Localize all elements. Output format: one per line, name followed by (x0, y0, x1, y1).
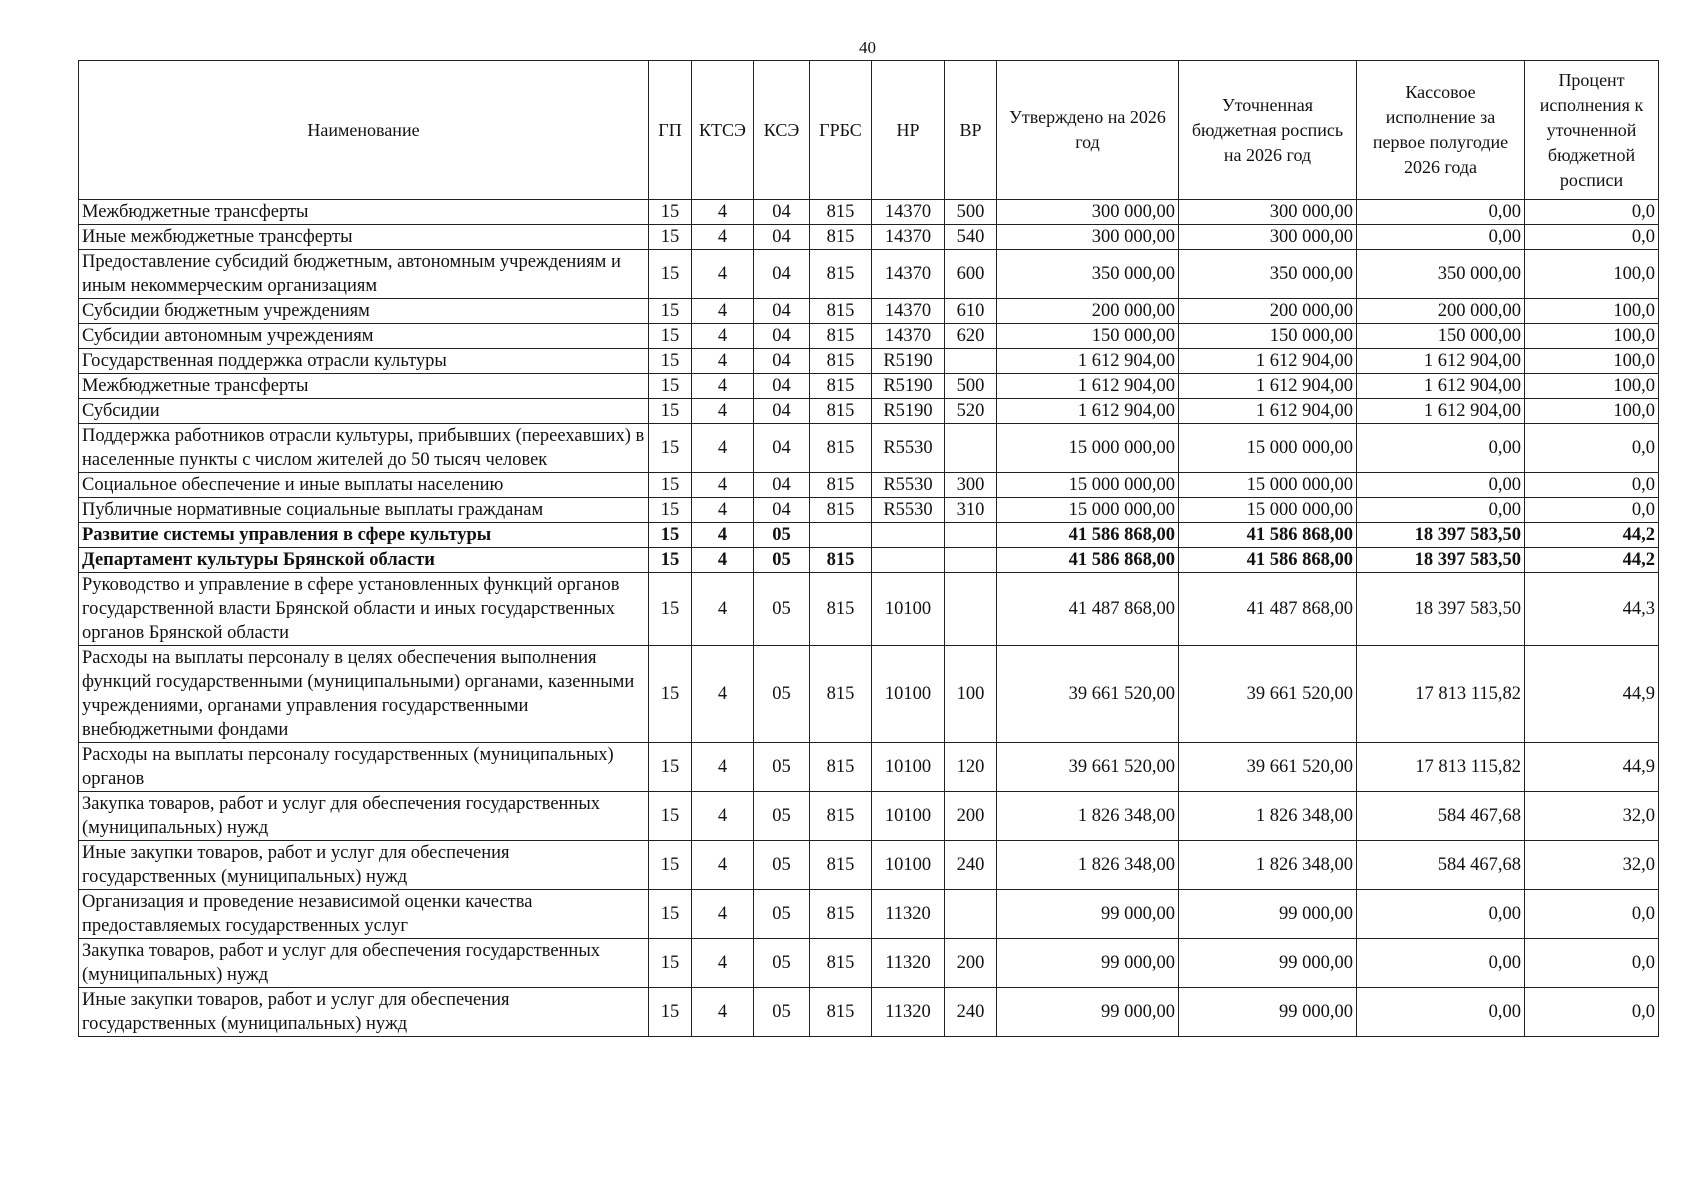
cell-approved: 150 000,00 (997, 324, 1179, 349)
cell-refined: 1 826 348,00 (1179, 841, 1357, 890)
header-name: Наименование (79, 61, 649, 200)
cell-vr: 500 (945, 374, 997, 399)
cell-np: 10100 (872, 743, 945, 792)
cell-np: 10100 (872, 841, 945, 890)
cell-gp: 15 (649, 939, 692, 988)
cell-refined: 15 000 000,00 (1179, 498, 1357, 523)
cell-refined: 1 826 348,00 (1179, 792, 1357, 841)
cell-kse: 05 (754, 743, 810, 792)
cell-name: Расходы на выплаты персоналу в целях обеспечения выполнения функций государственными (муниципальными) органами, казенными учреждениями, органами управления государственными внебюджетными фондами (79, 646, 649, 743)
cell-gp: 15 (649, 523, 692, 548)
cell-np: 14370 (872, 225, 945, 250)
table-row (79, 374, 1659, 399)
cell-refined: 150 000,00 (1179, 324, 1357, 349)
cell-percent: 0,0 (1525, 473, 1659, 498)
cell-percent: 100,0 (1525, 399, 1659, 424)
cell-gp: 15 (649, 573, 692, 646)
cell-gp: 15 (649, 841, 692, 890)
cell-ktse: 4 (692, 324, 754, 349)
cell-percent: 0,0 (1525, 939, 1659, 988)
cell-approved: 200 000,00 (997, 299, 1179, 324)
cell-kse: 04 (754, 200, 810, 225)
cell-refined: 300 000,00 (1179, 200, 1357, 225)
cell-vr (945, 424, 997, 473)
cell-refined: 1 612 904,00 (1179, 399, 1357, 424)
cell-grbs: 815 (810, 324, 872, 349)
cell-cash: 1 612 904,00 (1357, 399, 1525, 424)
cell-np: 11320 (872, 939, 945, 988)
cell-percent: 44,9 (1525, 646, 1659, 743)
cell-ktse: 4 (692, 299, 754, 324)
cell-kse: 04 (754, 399, 810, 424)
cell-name: Предоставление субсидий бюджетным, автономным учреждениям и иным некоммерческим организациям (79, 250, 649, 299)
cell-ktse: 4 (692, 646, 754, 743)
cell-name: Субсидии автономным учреждениям (79, 324, 649, 349)
table-row (79, 399, 1659, 424)
cell-gp: 15 (649, 250, 692, 299)
header-percent: Процент исполнения к уточненной бюджетной росписи (1525, 61, 1659, 200)
header-kse: КСЭ (754, 61, 810, 200)
cell-name: Межбюджетные трансферты (79, 200, 649, 225)
cell-cash: 18 397 583,50 (1357, 573, 1525, 646)
cell-gp: 15 (649, 743, 692, 792)
cell-np: 11320 (872, 988, 945, 1037)
cell-grbs: 815 (810, 573, 872, 646)
header-cash: Кассовое исполнение за первое полугодие 2026 года (1357, 61, 1525, 200)
cell-grbs: 815 (810, 225, 872, 250)
cell-gp: 15 (649, 374, 692, 399)
cell-refined: 99 000,00 (1179, 890, 1357, 939)
cell-vr: 520 (945, 399, 997, 424)
cell-percent: 100,0 (1525, 349, 1659, 374)
cell-np: 10100 (872, 573, 945, 646)
cell-gp: 15 (649, 890, 692, 939)
cell-name: Закупка товаров, работ и услуг для обеспечения государственных (муниципальных) нужд (79, 792, 649, 841)
cell-gp: 15 (649, 225, 692, 250)
cell-cash: 0,00 (1357, 473, 1525, 498)
cell-kse: 04 (754, 498, 810, 523)
cell-approved: 1 612 904,00 (997, 374, 1179, 399)
cell-cash: 18 397 583,50 (1357, 523, 1525, 548)
cell-approved: 39 661 520,00 (997, 646, 1179, 743)
cell-ktse: 4 (692, 374, 754, 399)
cell-percent: 0,0 (1525, 225, 1659, 250)
cell-percent: 100,0 (1525, 250, 1659, 299)
cell-kse: 05 (754, 890, 810, 939)
table-row (79, 573, 1659, 646)
cell-name: Межбюджетные трансферты (79, 374, 649, 399)
cell-ktse: 4 (692, 523, 754, 548)
cell-np: R5190 (872, 374, 945, 399)
cell-grbs: 815 (810, 890, 872, 939)
table-row (79, 299, 1659, 324)
cell-gp: 15 (649, 792, 692, 841)
cell-percent: 100,0 (1525, 324, 1659, 349)
cell-refined: 39 661 520,00 (1179, 743, 1357, 792)
cell-vr (945, 573, 997, 646)
cell-grbs: 815 (810, 200, 872, 225)
cell-ktse: 4 (692, 498, 754, 523)
table-row (79, 324, 1659, 349)
cell-refined: 200 000,00 (1179, 299, 1357, 324)
cell-vr: 310 (945, 498, 997, 523)
header-approved: Утверждено на 2026 год (997, 61, 1179, 200)
cell-cash: 1 612 904,00 (1357, 349, 1525, 374)
header-gp: ГП (649, 61, 692, 200)
cell-np (872, 548, 945, 573)
cell-grbs (810, 523, 872, 548)
cell-name: Департамент культуры Брянской области (79, 548, 649, 573)
cell-refined: 350 000,00 (1179, 250, 1357, 299)
cell-ktse: 4 (692, 792, 754, 841)
cell-np: 14370 (872, 200, 945, 225)
table-row (79, 939, 1659, 988)
table-row (79, 841, 1659, 890)
cell-vr: 620 (945, 324, 997, 349)
cell-ktse: 4 (692, 424, 754, 473)
header-vr: ВР (945, 61, 997, 200)
cell-approved: 15 000 000,00 (997, 473, 1179, 498)
cell-refined: 300 000,00 (1179, 225, 1357, 250)
cell-cash: 17 813 115,82 (1357, 646, 1525, 743)
cell-gp: 15 (649, 299, 692, 324)
cell-ktse: 4 (692, 473, 754, 498)
cell-name: Социальное обеспечение и иные выплаты населению (79, 473, 649, 498)
cell-refined: 41 487 868,00 (1179, 573, 1357, 646)
cell-name: Иные закупки товаров, работ и услуг для обеспечения государственных (муниципальных) нужд (79, 841, 649, 890)
cell-vr: 540 (945, 225, 997, 250)
cell-kse: 04 (754, 349, 810, 374)
cell-ktse: 4 (692, 939, 754, 988)
cell-grbs: 815 (810, 939, 872, 988)
cell-vr (945, 349, 997, 374)
cell-grbs: 815 (810, 792, 872, 841)
cell-np: 10100 (872, 646, 945, 743)
table-row (79, 792, 1659, 841)
cell-refined: 1 612 904,00 (1179, 349, 1357, 374)
cell-cash: 0,00 (1357, 424, 1525, 473)
cell-percent: 44,2 (1525, 523, 1659, 548)
cell-kse: 05 (754, 841, 810, 890)
cell-kse: 04 (754, 424, 810, 473)
cell-vr: 240 (945, 841, 997, 890)
cell-vr: 200 (945, 939, 997, 988)
cell-gp: 15 (649, 548, 692, 573)
cell-approved: 15 000 000,00 (997, 424, 1179, 473)
cell-refined: 41 586 868,00 (1179, 523, 1357, 548)
cell-approved: 350 000,00 (997, 250, 1179, 299)
cell-vr (945, 523, 997, 548)
cell-vr: 240 (945, 988, 997, 1037)
cell-grbs: 815 (810, 250, 872, 299)
table-row (79, 548, 1659, 573)
cell-name: Субсидии (79, 399, 649, 424)
cell-gp: 15 (649, 324, 692, 349)
cell-name: Иные межбюджетные трансферты (79, 225, 649, 250)
table-row (79, 743, 1659, 792)
cell-np (872, 523, 945, 548)
table-row (79, 473, 1659, 498)
cell-approved: 39 661 520,00 (997, 743, 1179, 792)
cell-vr: 300 (945, 473, 997, 498)
header-refined: Уточненная бюджетная роспись на 2026 год (1179, 61, 1357, 200)
cell-refined: 99 000,00 (1179, 939, 1357, 988)
cell-name: Публичные нормативные социальные выплаты гражданам (79, 498, 649, 523)
cell-cash: 17 813 115,82 (1357, 743, 1525, 792)
cell-ktse: 4 (692, 548, 754, 573)
cell-ktse: 4 (692, 573, 754, 646)
cell-approved: 1 826 348,00 (997, 792, 1179, 841)
cell-percent: 0,0 (1525, 498, 1659, 523)
cell-grbs: 815 (810, 349, 872, 374)
cell-ktse: 4 (692, 890, 754, 939)
cell-grbs: 815 (810, 374, 872, 399)
cell-percent: 100,0 (1525, 374, 1659, 399)
cell-percent: 44,9 (1525, 743, 1659, 792)
header-ktse: КТСЭ (692, 61, 754, 200)
cell-grbs: 815 (810, 646, 872, 743)
cell-cash: 0,00 (1357, 890, 1525, 939)
cell-approved: 1 612 904,00 (997, 349, 1179, 374)
cell-np: 14370 (872, 250, 945, 299)
cell-percent: 0,0 (1525, 988, 1659, 1037)
cell-np: 11320 (872, 890, 945, 939)
cell-cash: 350 000,00 (1357, 250, 1525, 299)
cell-gp: 15 (649, 646, 692, 743)
cell-ktse: 4 (692, 225, 754, 250)
cell-kse: 05 (754, 939, 810, 988)
cell-vr: 600 (945, 250, 997, 299)
cell-cash: 584 467,68 (1357, 792, 1525, 841)
cell-kse: 05 (754, 548, 810, 573)
table-row (79, 424, 1659, 473)
header-grbs: ГРБС (810, 61, 872, 200)
cell-vr (945, 890, 997, 939)
cell-kse: 04 (754, 250, 810, 299)
table-row (79, 349, 1659, 374)
cell-gp: 15 (649, 349, 692, 374)
cell-kse: 05 (754, 523, 810, 548)
cell-ktse: 4 (692, 743, 754, 792)
cell-vr (945, 548, 997, 573)
cell-grbs: 815 (810, 548, 872, 573)
cell-grbs: 815 (810, 841, 872, 890)
cell-kse: 04 (754, 473, 810, 498)
cell-name: Руководство и управление в сфере установленных функций органов государственной власти Брянской области и иных государственных органов Брянской области (79, 573, 649, 646)
table-row (79, 988, 1659, 1037)
cell-kse: 04 (754, 225, 810, 250)
cell-approved: 99 000,00 (997, 890, 1179, 939)
cell-name: Развитие системы управления в сфере культуры (79, 523, 649, 548)
cell-approved: 300 000,00 (997, 225, 1179, 250)
cell-approved: 99 000,00 (997, 939, 1179, 988)
cell-name: Иные закупки товаров, работ и услуг для обеспечения государственных (муниципальных) нужд (79, 988, 649, 1037)
cell-np: 14370 (872, 299, 945, 324)
table-row (79, 523, 1659, 548)
cell-cash: 584 467,68 (1357, 841, 1525, 890)
cell-grbs: 815 (810, 498, 872, 523)
cell-name: Субсидии бюджетным учреждениям (79, 299, 649, 324)
table-row (79, 890, 1659, 939)
cell-percent: 44,3 (1525, 573, 1659, 646)
cell-grbs: 815 (810, 299, 872, 324)
cell-cash: 150 000,00 (1357, 324, 1525, 349)
cell-percent: 100,0 (1525, 299, 1659, 324)
cell-kse: 05 (754, 792, 810, 841)
cell-cash: 0,00 (1357, 988, 1525, 1037)
cell-refined: 15 000 000,00 (1179, 473, 1357, 498)
cell-name: Организация и проведение независимой оценки качества предоставляемых государственных услуг (79, 890, 649, 939)
header-row (79, 61, 1659, 200)
cell-gp: 15 (649, 473, 692, 498)
cell-grbs: 815 (810, 473, 872, 498)
cell-name: Поддержка работников отрасли культуры, прибывших (переехавших) в населенные пункты с числом жителей до 50 тысяч человек (79, 424, 649, 473)
budget-table (78, 60, 1659, 1037)
table-row (79, 498, 1659, 523)
cell-np: R5530 (872, 498, 945, 523)
cell-gp: 15 (649, 498, 692, 523)
table-row (79, 646, 1659, 743)
cell-refined: 99 000,00 (1179, 988, 1357, 1037)
cell-approved: 300 000,00 (997, 200, 1179, 225)
cell-ktse: 4 (692, 250, 754, 299)
cell-approved: 41 586 868,00 (997, 523, 1179, 548)
cell-grbs: 815 (810, 743, 872, 792)
cell-np: R5530 (872, 473, 945, 498)
cell-gp: 15 (649, 424, 692, 473)
cell-name: Расходы на выплаты персоналу государственных (муниципальных) органов (79, 743, 649, 792)
cell-kse: 04 (754, 299, 810, 324)
cell-vr: 120 (945, 743, 997, 792)
cell-cash: 18 397 583,50 (1357, 548, 1525, 573)
cell-refined: 1 612 904,00 (1179, 374, 1357, 399)
cell-np: 10100 (872, 792, 945, 841)
cell-kse: 04 (754, 374, 810, 399)
cell-np: 14370 (872, 324, 945, 349)
cell-refined: 41 586 868,00 (1179, 548, 1357, 573)
cell-vr: 200 (945, 792, 997, 841)
cell-kse: 05 (754, 988, 810, 1037)
table-body (79, 200, 1659, 1037)
cell-ktse: 4 (692, 988, 754, 1037)
table-row (79, 200, 1659, 225)
cell-kse: 05 (754, 646, 810, 743)
cell-approved: 1 826 348,00 (997, 841, 1179, 890)
cell-ktse: 4 (692, 349, 754, 374)
cell-cash: 200 000,00 (1357, 299, 1525, 324)
cell-cash: 0,00 (1357, 939, 1525, 988)
cell-gp: 15 (649, 988, 692, 1037)
cell-np: R5190 (872, 349, 945, 374)
cell-percent: 32,0 (1525, 841, 1659, 890)
header-np: НР (872, 61, 945, 200)
cell-percent: 44,2 (1525, 548, 1659, 573)
cell-grbs: 815 (810, 399, 872, 424)
cell-refined: 15 000 000,00 (1179, 424, 1357, 473)
cell-vr: 610 (945, 299, 997, 324)
cell-approved: 41 487 868,00 (997, 573, 1179, 646)
cell-approved: 15 000 000,00 (997, 498, 1179, 523)
cell-kse: 05 (754, 573, 810, 646)
cell-cash: 0,00 (1357, 498, 1525, 523)
cell-kse: 04 (754, 324, 810, 349)
cell-cash: 0,00 (1357, 225, 1525, 250)
cell-np: R5190 (872, 399, 945, 424)
cell-ktse: 4 (692, 841, 754, 890)
cell-grbs: 815 (810, 988, 872, 1037)
cell-ktse: 4 (692, 399, 754, 424)
page-number: 40 (859, 38, 876, 57)
cell-approved: 41 586 868,00 (997, 548, 1179, 573)
cell-vr: 500 (945, 200, 997, 225)
cell-cash: 1 612 904,00 (1357, 374, 1525, 399)
cell-percent: 0,0 (1525, 890, 1659, 939)
table-row (79, 225, 1659, 250)
cell-gp: 15 (649, 200, 692, 225)
cell-approved: 99 000,00 (997, 988, 1179, 1037)
cell-refined: 39 661 520,00 (1179, 646, 1357, 743)
cell-grbs: 815 (810, 424, 872, 473)
cell-gp: 15 (649, 399, 692, 424)
cell-cash: 0,00 (1357, 200, 1525, 225)
cell-vr: 100 (945, 646, 997, 743)
cell-percent: 32,0 (1525, 792, 1659, 841)
cell-approved: 1 612 904,00 (997, 399, 1179, 424)
cell-ktse: 4 (692, 200, 754, 225)
cell-percent: 0,0 (1525, 200, 1659, 225)
table-row (79, 250, 1659, 299)
cell-percent: 0,0 (1525, 424, 1659, 473)
cell-np: R5530 (872, 424, 945, 473)
cell-name: Закупка товаров, работ и услуг для обеспечения государственных (муниципальных) нужд (79, 939, 649, 988)
cell-name: Государственная поддержка отрасли культуры (79, 349, 649, 374)
